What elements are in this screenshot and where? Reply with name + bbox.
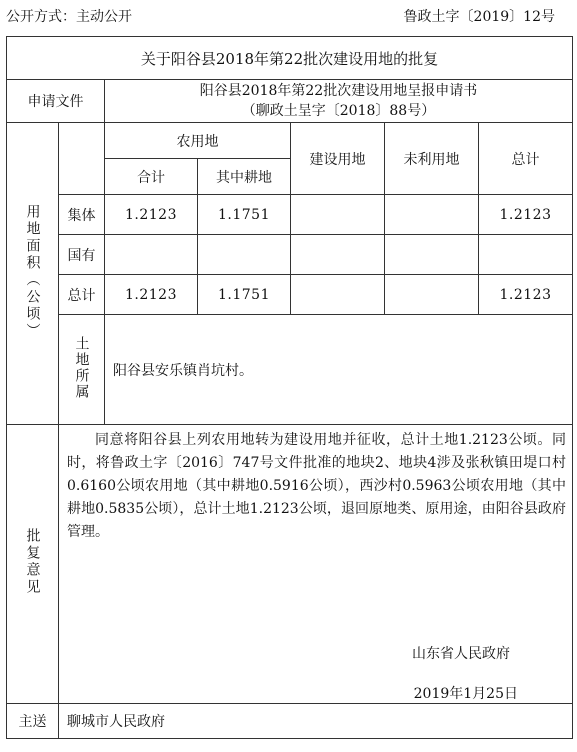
application-label: 申请文件 [7, 80, 105, 123]
opinion-content [59, 425, 573, 704]
cell-cultivated: 1.1751 [198, 275, 291, 315]
cell-sum [105, 235, 198, 275]
cell-construction [291, 275, 385, 315]
disclosure-method: 公开方式：主动公开 [6, 9, 132, 25]
blank-header-cell [59, 123, 105, 195]
table-row [7, 195, 573, 235]
ownership-label-cell [59, 315, 105, 425]
cell-cultivated [198, 235, 291, 275]
document-number: 鲁政土字〔2019〕12号 [403, 9, 555, 25]
cell-total [479, 235, 573, 275]
signing-organization: 山东省人民政府 [412, 646, 510, 662]
opinion-label: 批复意见 [24, 528, 41, 596]
ownership-value: 阳谷县安乐镇肖坑村。 [105, 315, 573, 425]
document-title: 关于阳谷县2018年第22批次建设用地的批复 [7, 37, 573, 80]
cell-unused [385, 235, 479, 275]
document-header [0, 0, 577, 34]
opinion-text: 同意将阳谷县上列农用地转为建设用地并征收，总计土地1.2123公顷。同时，将鲁政土字〔2016〕747号文件批准的地块2、地块4涉及张秋镇田堤口村0.6160公顷农用地（其中耕地0.5916公顷），西沙村0.5963公顷农用地（其中耕地0.5835公顷），总计土地1.2123公顷，退回原地类、原用途，由阳谷县政府管理。 [67, 432, 566, 540]
cell-unused [385, 275, 479, 315]
cell-total: 1.2123 [479, 275, 573, 315]
agri-land-header: 农用地 [105, 123, 291, 159]
main-send-label: 主送 [7, 704, 59, 739]
ownership-label: 土地所属 [73, 335, 90, 400]
cell-construction [291, 195, 385, 235]
application-line-2: （聊政土呈字〔2018〕88号） [241, 103, 436, 119]
cultivated-header: 其中耕地 [198, 159, 291, 195]
cell-total: 1.2123 [479, 195, 573, 235]
signing-date: 2019年1月25日 [413, 686, 518, 702]
cell-sum: 1.2123 [105, 275, 198, 315]
approval-table [6, 36, 573, 739]
application-document [105, 80, 573, 123]
row-label: 总计 [59, 275, 105, 315]
application-line-1: 阳谷县2018年第22批次建设用地呈报申请书 [199, 83, 478, 99]
total-header: 总计 [479, 123, 573, 195]
opinion-label-cell [7, 425, 59, 704]
cell-unused [385, 195, 479, 235]
land-area-label: 用地面积（公顷） [24, 203, 41, 340]
row-label: 国有 [59, 235, 105, 275]
main-send-value: 聊城市人民政府 [59, 704, 573, 739]
cell-sum: 1.2123 [105, 195, 198, 235]
table-row [7, 235, 573, 275]
row-label: 集体 [59, 195, 105, 235]
cell-construction [291, 235, 385, 275]
construction-land-header: 建设用地 [291, 123, 385, 195]
cell-cultivated: 1.1751 [198, 195, 291, 235]
land-area-label-cell [7, 123, 59, 425]
table-row [7, 275, 573, 315]
unused-land-header: 未利用地 [385, 123, 479, 195]
sum-header: 合计 [105, 159, 198, 195]
